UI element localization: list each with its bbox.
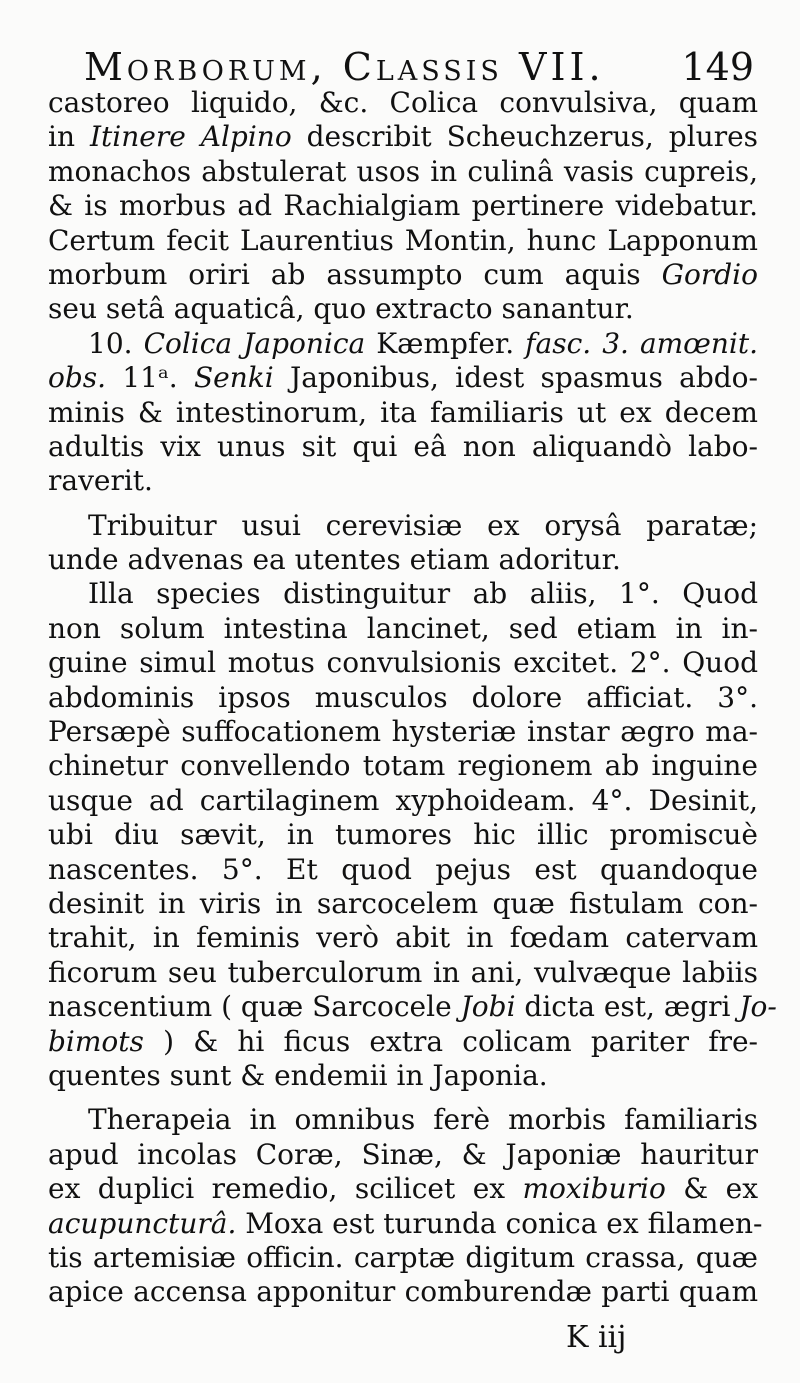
text-segment: monachos abstulerat usos in culinâ vasis cupreis, xyxy=(48,154,758,188)
text-line xyxy=(48,327,758,361)
text-line xyxy=(48,784,758,818)
signature-mark: K iij xyxy=(566,1320,627,1355)
italic-text: obs. xyxy=(48,361,107,395)
text-segment: tis artemisiæ officin. carptæ digitum crassa, quæ xyxy=(48,1240,758,1274)
text-segment: & ex xyxy=(665,1172,758,1206)
text-line xyxy=(48,990,777,1024)
text-segment: usque ad cartilaginem xyphoideam. 4°. Desinit, xyxy=(48,783,758,817)
text-line xyxy=(48,258,758,292)
text-segment: Moxa est turunda conica ex filamen- xyxy=(236,1206,763,1240)
text-segment: raverit. xyxy=(48,464,153,498)
text-segment: Illa species distinguitur ab aliis, 1°. Quod xyxy=(88,577,758,611)
text-segment: Japonibus, idest spasmus abdo- xyxy=(273,361,758,395)
text-line xyxy=(48,921,758,955)
text-segment: unde advenas ea utentes etiam adoritur. xyxy=(48,543,621,577)
text-segment: Certum fecit Laurentius Montin, hunc Lapponum xyxy=(48,223,758,257)
text-segment: Tribuitur usui cerevisiæ ex orysâ paratæ; xyxy=(88,508,758,542)
text-segment: ficorum seu tuberculorum in ani, vulvæque labiis xyxy=(48,955,758,989)
text-segment: & is morbus ad Rachialgiam pertinere videbatur. xyxy=(48,189,758,223)
text-segment: Therapeia in omnibus ferè morbis familiaris xyxy=(88,1103,758,1137)
page-number: 149 xyxy=(681,45,754,89)
text-line xyxy=(48,292,758,326)
text-line xyxy=(48,853,758,887)
text-segment: trahit, in feminis verò abit in fœdam catervam xyxy=(48,921,758,955)
text-line xyxy=(48,509,758,543)
text-line xyxy=(48,1172,758,1206)
text-segment: 11ᵃ. xyxy=(106,361,194,395)
italic-text: Gordio xyxy=(661,257,758,291)
text-line xyxy=(48,396,758,430)
italic-text: fasc. 3. amœnit. xyxy=(525,326,759,360)
text-line xyxy=(48,681,758,715)
text-segment: in xyxy=(48,120,90,154)
italic-text: Jobi xyxy=(460,990,516,1024)
text-line xyxy=(48,1241,758,1275)
text-segment: apud incolas Coræ, Sinæ, & Japoniæ hauritur xyxy=(48,1137,758,1171)
text-line xyxy=(48,361,758,395)
text-line xyxy=(48,464,758,498)
italic-text: Itinere Alpino xyxy=(89,120,292,154)
text-segment: desinit in viris in sarcocelem quæ fistulam con- xyxy=(48,886,758,920)
text-segment: adultis vix unus sit qui eâ non aliquandò labo- xyxy=(48,429,758,463)
text-segment: describit Scheuchzerus, plures xyxy=(291,120,759,154)
text-segment: minis & intestinorum, ita familiaris ut ex decem xyxy=(48,395,758,429)
text-segment: chinetur convellendo totam regionem ab inguine xyxy=(48,749,758,783)
text-segment: abdominis ipsos musculos dolore afficiat. 3°. xyxy=(48,680,758,714)
text-segment: quentes sunt & endemii in Japonia. xyxy=(48,1058,548,1092)
text-segment: non solum intestina lancinet, sed etiam in in- xyxy=(48,611,758,645)
text-line xyxy=(48,887,758,921)
text-line xyxy=(48,430,758,464)
text-line xyxy=(48,224,758,258)
text-line xyxy=(48,749,758,783)
text-segment: nascentes. 5°. Et quod pejus est quandoque xyxy=(48,852,758,886)
text-line xyxy=(48,1025,758,1059)
text-segment: morbum oriri ab assumpto cum aquis xyxy=(48,257,662,291)
italic-text: bimots xyxy=(48,1024,144,1058)
text-segment: castoreo liquido, &c. Colica convulsiva, quam xyxy=(48,86,758,119)
text-segment: dicta est, ægri xyxy=(515,990,740,1024)
text-line xyxy=(48,577,758,611)
text-segment: apice accensa apponitur comburendæ parti quam xyxy=(48,1275,758,1309)
text-line xyxy=(48,120,758,154)
text-line xyxy=(48,715,758,749)
text-segment: ) & hi ficus extra colicam pariter fre- xyxy=(143,1024,758,1058)
text-segment: seu setâ aquaticâ, quo extracto sanantur. xyxy=(48,292,634,326)
text-line xyxy=(48,612,758,646)
text-segment: ex duplici remedio, scilicet ex xyxy=(48,1172,523,1206)
text-segment: Persæpè suffocationem hysteriæ instar ægro ma- xyxy=(48,715,758,749)
text-segment: 10. xyxy=(88,326,144,360)
text-line xyxy=(48,818,758,852)
italic-text: Colica Japonica xyxy=(143,326,366,360)
text-line xyxy=(48,86,758,120)
italic-text: moxiburio xyxy=(522,1172,666,1206)
text-line xyxy=(48,1059,758,1093)
running-title: Morborum, Classis VII. xyxy=(84,45,605,89)
text-line xyxy=(48,1275,758,1309)
text-segment: nascentium ( quæ Sarcocele xyxy=(48,990,461,1024)
text-line xyxy=(48,189,758,223)
italic-text: Senki xyxy=(193,361,274,395)
text-segment: Kæmpfer. xyxy=(365,326,526,360)
italic-text: Jo- xyxy=(739,990,777,1024)
italic-text: acupuncturâ. xyxy=(48,1206,237,1240)
text-segment: guine simul motus convulsionis excitet. 2°. Quod xyxy=(48,646,758,680)
text-line xyxy=(48,646,758,680)
body-text xyxy=(48,86,777,1310)
text-line xyxy=(48,543,758,577)
text-line xyxy=(48,956,758,990)
text-line xyxy=(48,1103,758,1137)
text-segment: ubi diu sævit, in tumores hic illic promiscuè xyxy=(48,818,758,852)
text-line xyxy=(48,1206,763,1241)
text-line xyxy=(48,155,758,189)
text-line xyxy=(48,1138,758,1172)
